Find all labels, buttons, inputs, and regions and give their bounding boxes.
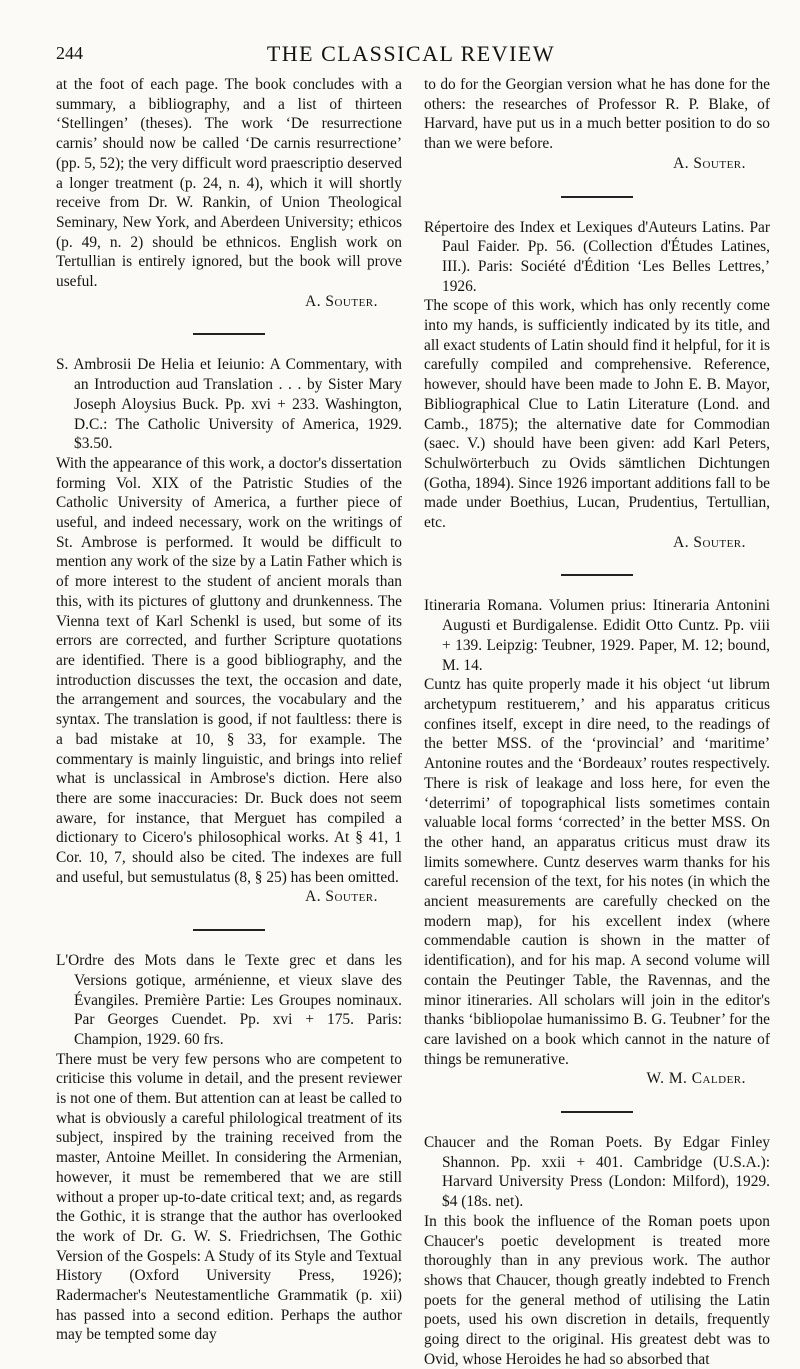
section-divider [561, 196, 633, 198]
section-divider [561, 1111, 633, 1113]
reviewer-signature: A. Souter. [673, 154, 746, 172]
running-header [56, 41, 766, 69]
reviewer-signature: W. M. Calder. [646, 1070, 746, 1088]
running-title: THE CLASSICAL REVIEW [266, 41, 556, 66]
left-column [56, 75, 402, 1345]
review-paragraph: In this book the influence of the Roman poets upon Chaucer's poetic development is treated more thoroughly than in any previous work. The author shows that Chaucer, though greatly indebted to French poets for the general method of utilising the Latin poets, used his own discretion in details, frequently going direct to the original. His greatest debt was to Ovid, whose Heroides he had so absorbed that [424, 1212, 770, 1368]
reviewer-signature: A. Souter. [305, 888, 378, 906]
reviewer-signature: A. Souter. [305, 292, 378, 310]
book-heading: Chaucer and the Roman Poets. By Edgar Finley Shannon. Pp. xxii + 401. Cambridge (U.S.A.): Harvard University Press (London: Milford), 1929. $4 (18s. net). [424, 1134, 770, 1211]
review-paragraph: The scope of this work, which has only recently come into my hands, is sufficiently indicated by its title, and all exact students of Latin should find it helpful, for it is carefully compiled and comprehensive. Reference, however, should have been made to John E. B. Mayor, Bibliographical Clue to Latin Literature (Lond. and Camb., 1875); the alternative date for Commodian (saec. V.) should have been given: add Karl Peters, Schulwörterbuch zu Ovids sämtlichen Dichtungen (Gotha, 1894). Since 1926 important additions fall to be made under Boethius, Lucan, Prudentius, Tertullian, etc. [424, 297, 770, 532]
book-heading: S. Ambrosii De Helia et Ieiunio: A Commentary, with an Introduction aud Translation . . . by Sister Mary Joseph Aloysius Buck. Pp. xvi + 233. Washington, D.C.: The Catholic University of America, 1929. $3.50. [56, 356, 402, 453]
review-paragraph: to do for the Georgian version what he has done for the others: the researches of Professor R. P. Blake, of Harvard, have put us in a much better position to do so than we were before. [424, 76, 770, 153]
right-column [424, 75, 770, 1369]
book-heading: Itineraria Romana. Volumen prius: Itineraria Antonini Augusti et Burdigalense. Edidit Otto Cuntz. Pp. viii + 139. Leipzig: Teubner, 1929. Paper, M. 12; bound, M. 14. [424, 597, 770, 674]
review-paragraph: Cuntz has quite properly made it his object ‘ut librum archetypum restituerem,’ and his apparatus criticus confines itself, except in dire need, to the readings of the better MSS. of the ‘provincial’ and ‘maritime’ Antonine routes and the ‘Bordeaux’ routes respectively. There is risk of leakage and loss here, for even the ‘deterrimi’ of topographical lists sometimes contain valuable local forms ‘corrected’ in the better MSS. On the other hand, an apparatus criticus must draw its limits somewhere. Cuntz deserves warm thanks for his careful recension of the text, for his notes (in which the ancient measurements are carefully checked on the modern map), for his excellent index (where commendable caution is shown in the matter of identification), and for his map. A second volume will contain the Peutinger Table, the Ravennas, and the minor itineraries. All scholars will join in the editor's thanks ‘bibliopolae humanissimo B. G. Teubner’ for the care lavished on a book which cannot in the nature of things be remunerative. [424, 676, 770, 1068]
section-divider [193, 333, 265, 335]
book-heading: L'Ordre des Mots dans le Texte grec et dans les Versions gotique, arménienne, et vieux slave des Évangiles. Première Partie: Les Groupes nominaux. Par Georges Cuendet. Pp. xvi + 175. Paris: Champion, 1929. 60 frs. [56, 952, 402, 1048]
section-divider [561, 574, 633, 576]
section-divider [193, 929, 265, 931]
reviewer-signature: A. Souter. [673, 533, 746, 551]
review-paragraph: There must be very few persons who are competent to criticise this volume in detail, and the present reviewer is not one of them. But attention can at least be called to what is obviously a careful philological treatment of its subject, inspired by the training received from the master, Antoine Meillet. In considering the Armenian, however, it must be remembered that we are still without a proper up-to-date critical text; and, as regards the Gothic, it is strange that the author has overlooked the work of Dr. G. W. S. Friedrichsen, The Gothic Version of the Gospels: A Study of its Style and Textual History (Oxford University Press, 1926); Radermacher's Neutestamentliche Grammatik (p. xii) has passed into a second edition. Perhaps the author may be tempted some day [56, 1050, 402, 1344]
review-paragraph: at the foot of each page. The book concludes with a summary, a bibliography, and a list of thirteen ‘Stellingen’ (theses). The work ‘De resurrectione carnis’ should now be called ‘De carnis resurrectione’ (pp. 5, 52); the very difficult word praescriptio deserved a longer treatment (p. 24, n. 4), which it will shortly receive from Dr. W. Rankin, of Union Theological Seminary, New York, and Aberdeen University; ethicos (p. 49, n. 2) should be ethnicos. English work on Tertullian is entirely ignored, but the book will prove useful. [56, 76, 402, 291]
book-heading: Répertoire des Index et Lexiques d'Auteurs Latins. Par Paul Faider. Pp. 56. (Collection d'Études Latines, III.). Paris: Société d'Édition ‘Les Belles Lettres,’ 1926. [424, 218, 770, 295]
review-paragraph: With the appearance of this work, a doctor's dissertation forming Vol. XIX of the Patristic Studies of the Catholic University of America, a further piece of useful, and indeed necessary, work on the writings of St. Ambrose is performed. It would be difficult to mention any work of the size by a Latin Father which is of more interest to the student of ancient morals than this, with its pictures of gluttony and drunkenness. The Vienna text of Karl Schenkl is used, but some of its errors are corrected, and further Scripture quotations are identified. There is a good bibliography, and the introduction discusses the text, the occasion and date, the arrangement and sources, the vocabulary and the syntax. The translation is good, if not faultless: there is a bad mistake at 10, § 33, for example. The commentary is mainly linguistic, and brings into relief what is unclassical in Ambrose's diction. Here also there are some inaccuracies: Dr. Buck does not seem aware, for instance, that Merguet has compiled a dictionary to Cicero's philosophical works. At § 41, 1 Cor. 10, 7, should also be cited. The indexes are full and useful, but semustulatus (8, § 25) has been omitted. [56, 454, 402, 886]
page-number: 244 [56, 43, 83, 63]
